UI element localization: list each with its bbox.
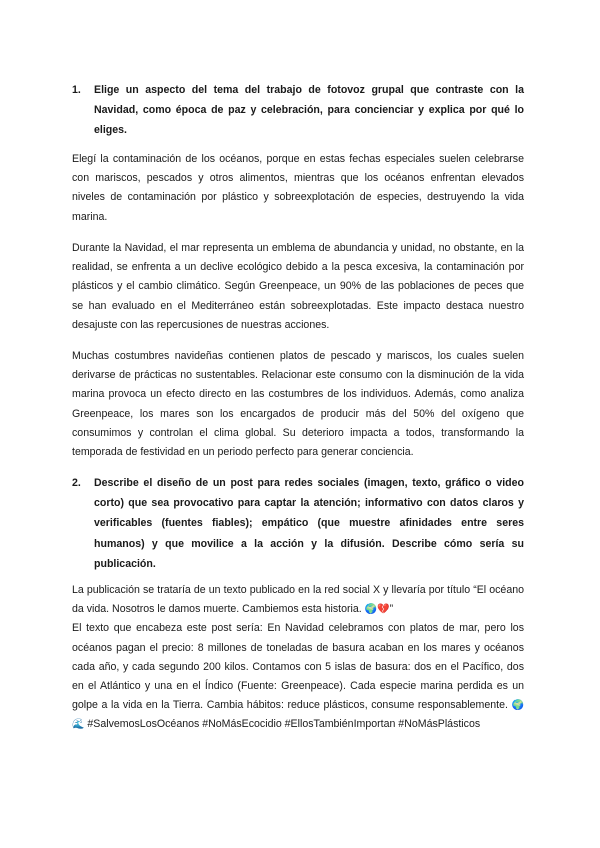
post-intro <box>72 581 524 619</box>
post-hashtags: #SalvemosLosOcéanos #NoMásEcocidio #EllosTambiénImportan #NoMásPlásticos <box>87 718 481 731</box>
question-2 <box>72 473 524 574</box>
question-1 <box>72 80 524 141</box>
paragraph-3: Muchas costumbres navideñas contienen platos de pescado y mariscos, los cuales suelen derivarse de prácticas no sustentables. Relacionar este consumo con la disminución de la vida marina provoca un efecto directo en las costumbres de los individuos. Además, como analiza Greenpeace, los mares son los encargados de producir más del 50% del oxígeno que consumimos y controlan el clima global. Su deterioro impacta a todos, transformando la temporada de festividad en un periodo perfecto para generar conciencia. <box>72 350 524 459</box>
question-1-number: 1. <box>72 84 81 96</box>
post-body-text: El texto que encabeza este post sería: En Navidad celebramos con platos de mar, pero los océanos pagan el precio: 8 millones de toneladas de basura acaban en los mares y océanos cada año, y cada segundo 200 kilos. Contamos con 5 islas de basura: dos en el Pacífico, dos en el Atlántico y una en el Índico (Fuente: Greenpeace). Cada especie marina perdida es un golpe a la vida en la Tierra. Cambia hábitos: reduce plásticos, consume responsablemente. <box>72 622 524 712</box>
question-2-number: 2. <box>72 477 81 489</box>
post-body <box>72 619 524 734</box>
paragraph-1: Elegí la contaminación de los océanos, porque en estas fechas especiales suelen celebrarse con mariscos, pescados y otros alimentos, mientras que los océanos enfrentan elevados niveles de contaminación por plástico y sobreexplotación de especies, destruyendo la vida marina. <box>72 153 524 223</box>
question-2-text: Describe el diseño de un post para redes sociales (imagen, texto, gráfico o video corto) que sea provocativo para captar la atención; informativo con datos claros y verificables (fuentes fiables); empático (que muestre afinidades entre seres humanos) y que movilice a la acción y la difusión. Describe cómo sería su publicación. <box>94 477 524 570</box>
paragraph-4 <box>72 581 524 735</box>
post-title-close-quote: ” <box>389 603 394 616</box>
globe-wave-emoji: 🌍🌊 <box>72 700 524 731</box>
question-1-text: Elige un aspecto del tema del trabajo de fotovoz grupal que contraste con la Navidad, como época de paz y celebración, para concienciar y explica por qué lo eliges. <box>94 84 524 137</box>
paragraph-2: Durante la Navidad, el mar representa un emblema de abundancia y unidad, no obstante, en la realidad, se enfrenta a un declive ecológico debido a la pesca excesiva, la contaminación por plásticos y el cambio climático. Según Greenpeace, un 90% de las poblaciones de peces que se han evaluado en el Mediterráneo están sobreexplotadas. Este impacto destaca nuestro desajuste con las repercusiones de nuestras acciones. <box>72 242 524 331</box>
globe-heart-emoji: 🌍💔 <box>364 604 390 616</box>
post-title-text: La publicación se trataría de un texto publicado en la red social X y llevaría por título “El océano da vida. Nosotros le damos muerte. Cambiemos esta historia. <box>72 584 524 616</box>
